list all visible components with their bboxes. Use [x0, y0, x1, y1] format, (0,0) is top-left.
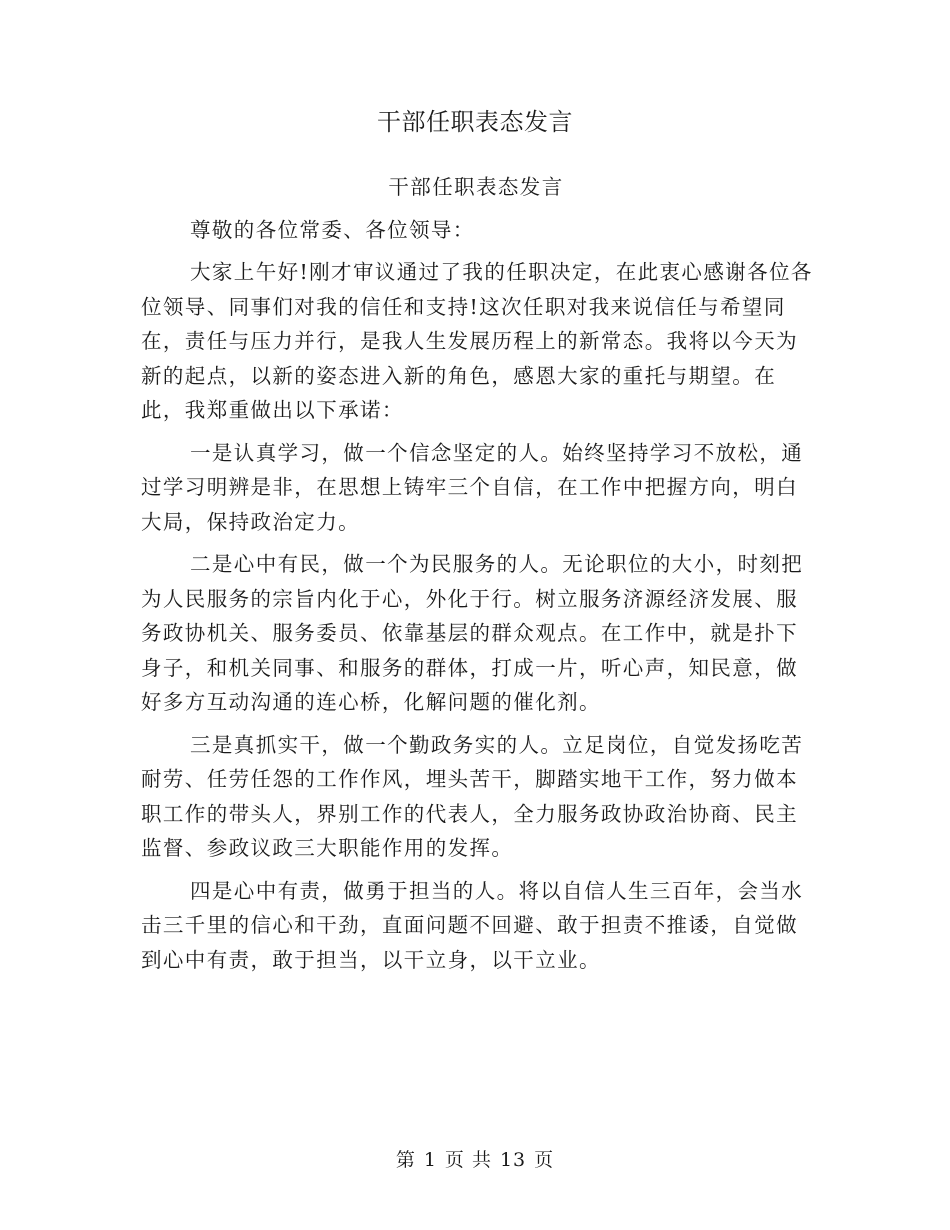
paragraph-line: 过学习明辨是非，在思想上铸牢三个自信，在工作中把握方向，明白: [141, 475, 798, 499]
paragraph-line: 在，责任与压力并行，是我人生发展历程上的新常态。我将以今天为: [141, 329, 798, 353]
paragraph-line: 大家上午好!刚才审议通过了我的任职决定，在此衷心感谢各位各: [190, 260, 813, 284]
paragraph-people: [141, 547, 811, 720]
paragraph-line: 监督、参政议政三大职能作用的发挥。: [141, 836, 514, 860]
paragraph-line: 耐劳、任劳任怨的工作作风，埋头苦干，脚踏实地干工作，努力做本: [141, 767, 798, 791]
paragraph-line: 一是认真学习，做一个信念坚定的人。始终坚持学习不放松，通: [190, 440, 804, 465]
page-footer: [0, 1146, 950, 1174]
paragraph-line: 此，我郑重做出以下承诺：: [141, 398, 404, 422]
footer-suffix: 页: [534, 1149, 555, 1171]
paragraph-intro: [141, 255, 811, 428]
total-page-count: 13: [499, 1149, 527, 1171]
paragraph-line: 位领导、同事们对我的信任和支持!这次任职对我来说信任与希望同: [141, 294, 786, 319]
paragraph-line: 为人民服务的宗旨内化于心，外化于行。树立服务济源经济发展、服: [141, 586, 798, 611]
footer-middle: 页 共: [444, 1149, 492, 1171]
document-subtitle: 干部任职表态发言: [388, 175, 564, 199]
paragraph-line: 三是真抓实干，做一个勤政务实的人。立足岗位，自觉发扬吃苦: [190, 732, 804, 757]
paragraph-work: [141, 728, 811, 866]
document-title: 干部任职表态发言: [377, 108, 573, 136]
paragraph-line: 二是心中有民，做一个为民服务的人。无论职位的大小，时刻把: [190, 552, 804, 576]
paragraph-line: 身子，和机关同事、和服务的群体，打成一片，听心声，知民意，做: [141, 655, 798, 680]
paragraph-responsibility: [141, 874, 811, 978]
paragraph-line: 四是心中有责，做勇于担当的人。将以自信人生三百年，会当水: [190, 878, 804, 903]
salutation: 尊敬的各位常委、各位领导：: [190, 217, 475, 242]
paragraph-line: 职工作的带头人，界别工作的代表人，全力服务政协政治协商、民主: [141, 801, 798, 826]
paragraph-line: 到心中有责，敢于担当，以干立身，以干立业。: [141, 947, 601, 972]
paragraph-line: 大局，保持政治定力。: [141, 509, 360, 534]
paragraph-line: 击三千里的信心和干劲，直面问题不回避、敢于担责不推诿，自觉做: [141, 913, 798, 937]
paragraph-line: 新的起点，以新的姿态进入新的角色，感恩大家的重托与期望。在: [141, 363, 777, 388]
footer-prefix: 第: [395, 1149, 416, 1171]
current-page-number: 1: [423, 1149, 437, 1171]
paragraph-line: 务政协机关、服务委员、依靠基层的群众观点。在工作中，就是扑下: [141, 621, 798, 645]
paragraph-study: [141, 436, 811, 540]
paragraph-line: 好多方互动沟通的连心桥，化解问题的催化剂。: [141, 690, 601, 714]
document-body: [141, 170, 811, 977]
